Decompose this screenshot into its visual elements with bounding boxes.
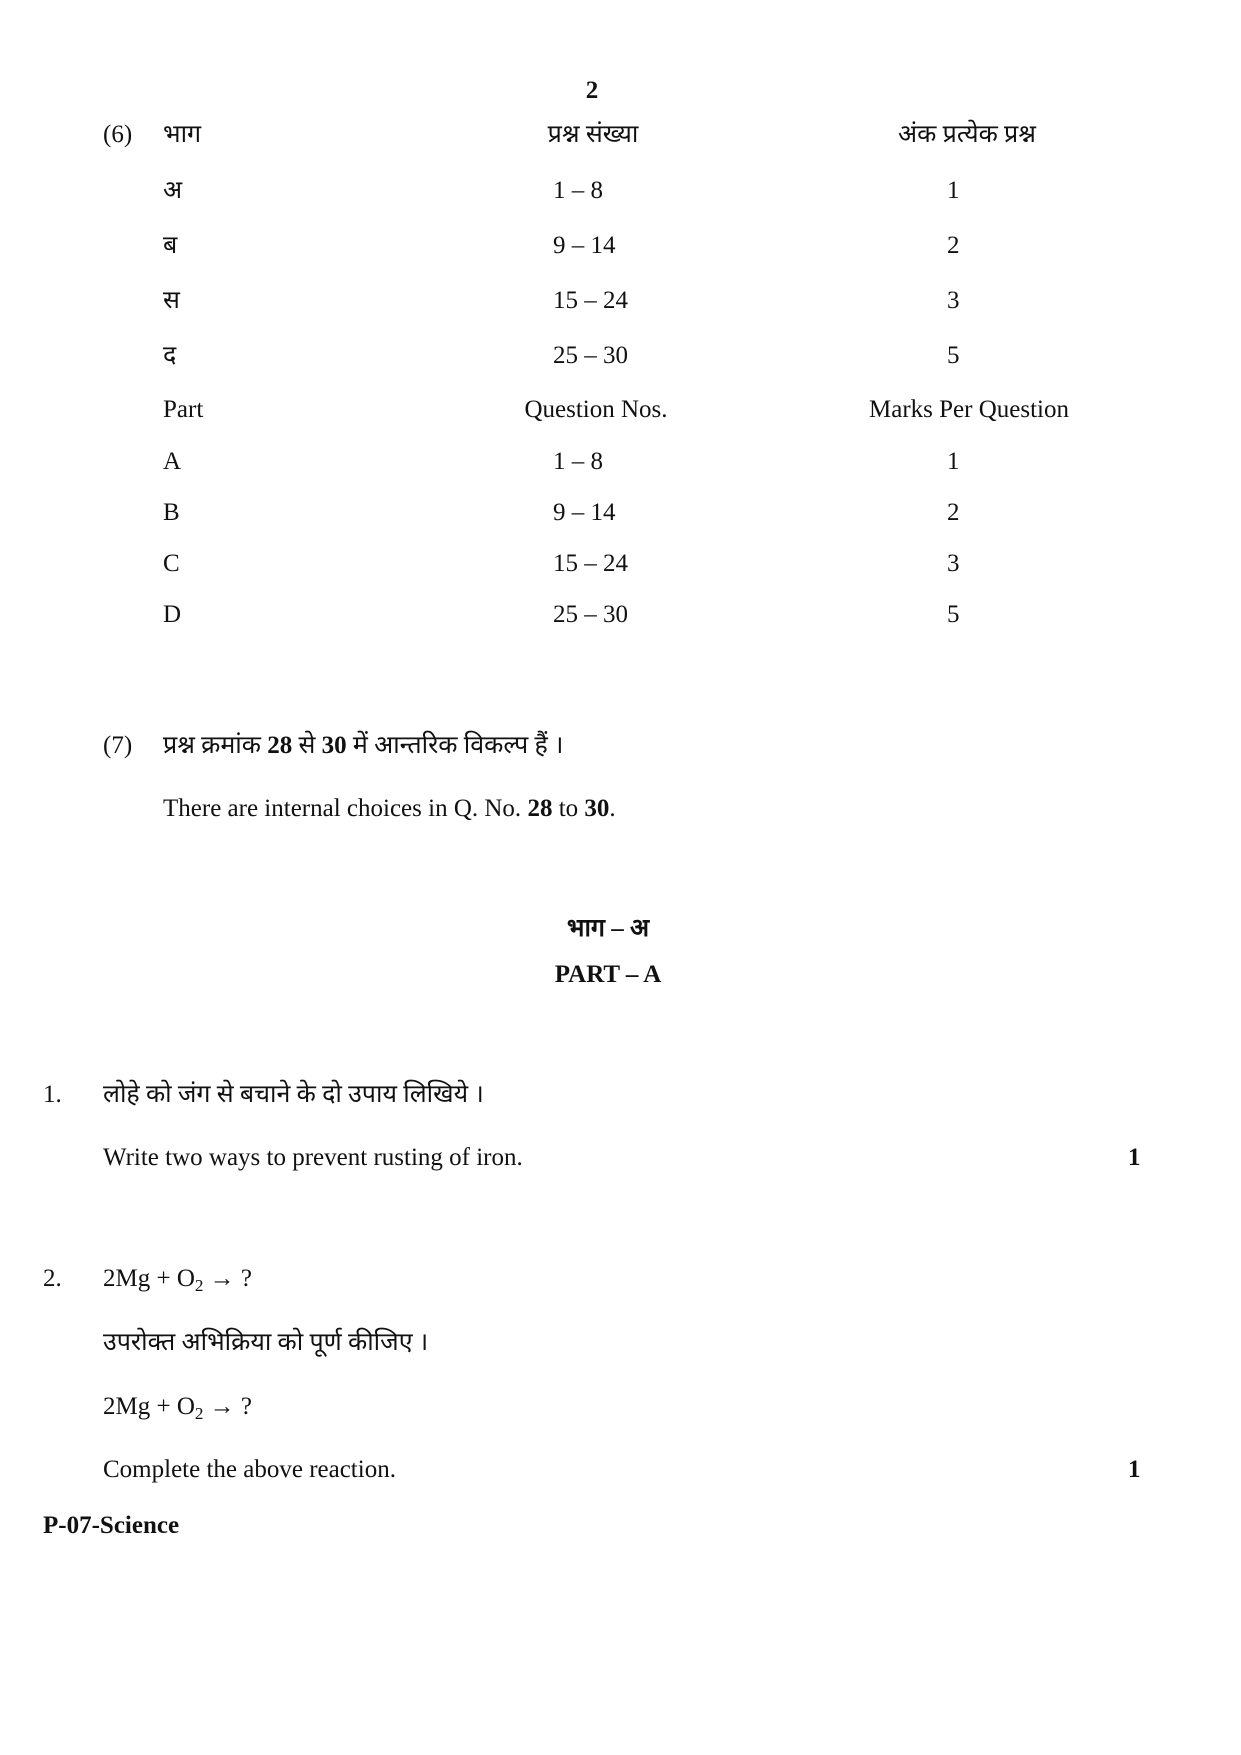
table-cell-marks: 1 bbox=[947, 177, 960, 204]
question-number: 2. bbox=[43, 1265, 62, 1292]
table-cell-part: द bbox=[163, 342, 177, 369]
question-text-hindi: उपरोक्त अभिक्रिया को पूर्ण कीजिए । bbox=[103, 1329, 429, 1356]
table-cell-marks: 1 bbox=[947, 448, 960, 475]
instruction-number: (7) bbox=[103, 732, 133, 759]
table-cell-part: अ bbox=[163, 177, 183, 204]
table-cell-questions: 9 – 14 bbox=[553, 232, 616, 259]
table-cell-questions: 15 – 24 bbox=[553, 287, 628, 314]
table-header-part-hindi: भाग bbox=[163, 121, 202, 148]
reaction-equation: $2Mg + O_2$ → ? bbox=[103, 1393, 252, 1423]
question-marks: 1 bbox=[1128, 1144, 1141, 1171]
instruction-7-hindi: प्रश्न क्रमांक 28 से 30 में आन्तरिक विकल्प हैं । bbox=[163, 732, 564, 759]
table-cell-part: C bbox=[163, 550, 180, 577]
table-cell-marks: 2 bbox=[947, 232, 960, 259]
table-cell-marks: 2 bbox=[947, 499, 960, 526]
question-text-hindi: लोहे को जंग से बचाने के दो उपाय लिखिये । bbox=[103, 1081, 484, 1108]
table-header-part: Part bbox=[163, 396, 204, 423]
table-header-marks: Marks Per Question bbox=[869, 396, 1069, 423]
table-cell-marks: 5 bbox=[947, 342, 960, 369]
table-cell-questions: 25 – 30 bbox=[553, 342, 628, 369]
table-header-questions: Question Nos. bbox=[524, 396, 668, 423]
table-header-marks-hindi: अंक प्रत्येक प्रश्न bbox=[898, 121, 1036, 148]
table-cell-part: A bbox=[163, 448, 182, 475]
question-text: Complete the above reaction. bbox=[103, 1456, 396, 1483]
reaction-equation: $2Mg + O_2$ → ? bbox=[103, 1265, 252, 1295]
table-cell-questions: 9 – 14 bbox=[553, 499, 616, 526]
table-cell-part: स bbox=[163, 287, 180, 314]
table-cell-marks: 3 bbox=[947, 287, 960, 314]
instruction-7-english: There are internal choices in Q. No. 28 to 30. bbox=[163, 795, 616, 822]
instruction-number: (6) bbox=[103, 121, 133, 148]
part-heading-hindi: भाग – अ bbox=[566, 915, 650, 942]
question-number: 1. bbox=[43, 1081, 62, 1108]
table-header-questions-hindi: प्रश्न संख्या bbox=[547, 121, 639, 148]
page-number: 2 bbox=[585, 77, 599, 104]
table-cell-questions: 1 – 8 bbox=[553, 448, 603, 475]
table-cell-marks: 5 bbox=[947, 601, 960, 628]
table-cell-marks: 3 bbox=[947, 550, 960, 577]
footer-paper-code: P-07-Science bbox=[43, 1512, 180, 1539]
part-heading: PART – A bbox=[554, 961, 662, 988]
table-cell-part: ब bbox=[163, 232, 178, 259]
table-cell-questions: 15 – 24 bbox=[553, 550, 628, 577]
table-cell-part: D bbox=[163, 601, 182, 628]
question-text: Write two ways to prevent rusting of iron. bbox=[103, 1144, 523, 1171]
table-cell-part: B bbox=[163, 499, 180, 526]
table-cell-questions: 25 – 30 bbox=[553, 601, 628, 628]
table-cell-questions: 1 – 8 bbox=[553, 177, 603, 204]
question-marks: 1 bbox=[1128, 1456, 1141, 1483]
